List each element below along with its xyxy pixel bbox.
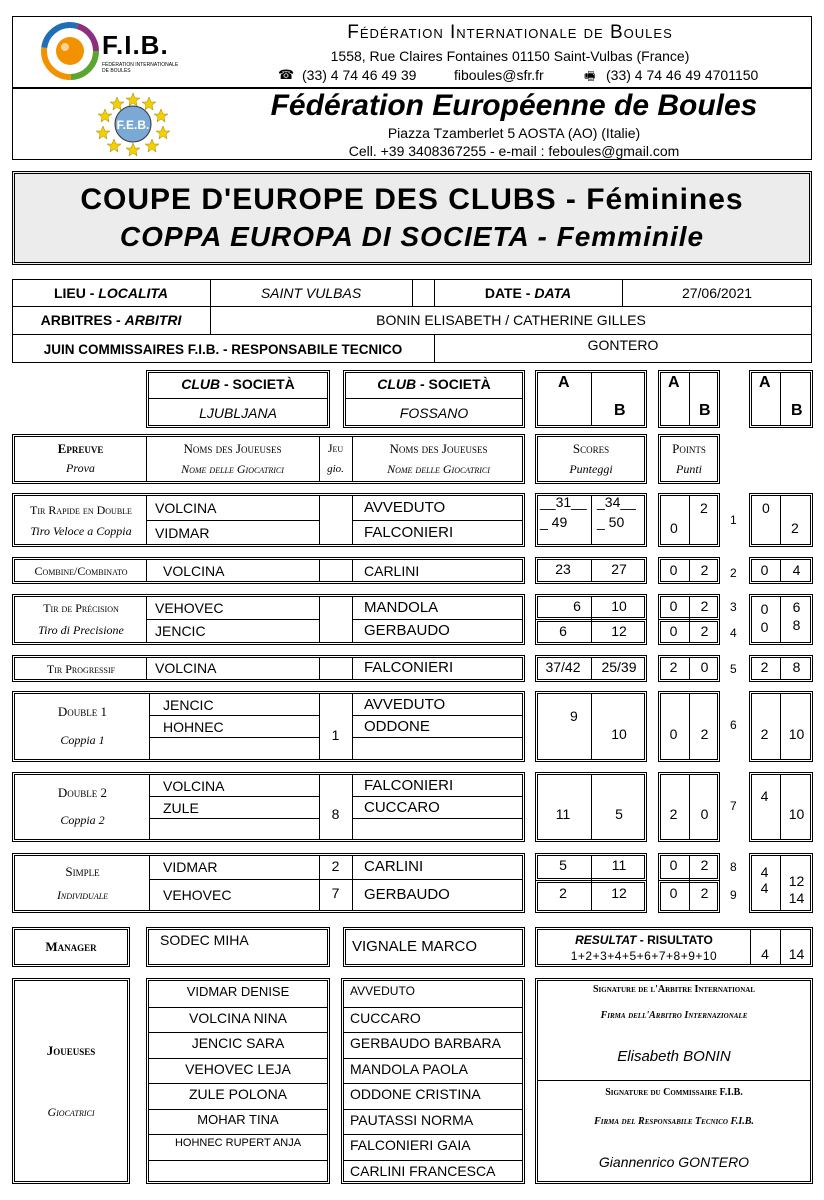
- tir-progressif-b: FALCONIERI: [364, 659, 454, 676]
- double1-score-b: 10: [611, 726, 627, 742]
- combine-pts-a: 0: [669, 562, 678, 578]
- manager-label: Manager: [45, 939, 97, 954]
- event-double-1: [12, 691, 525, 762]
- club-a-name: LJUBLJANA: [199, 405, 277, 421]
- phone-icon: ☎: [278, 67, 295, 82]
- double1-b2: ODDONE: [364, 718, 430, 735]
- player-b-7: FALCONIERI GAIA: [350, 1137, 471, 1153]
- double1-a1: JENCIC: [163, 697, 214, 713]
- combine-pts-b: 2: [700, 562, 709, 578]
- simple-s1-a: 5: [559, 857, 567, 873]
- tir-precision-p1-b: 2: [700, 598, 709, 614]
- double2-b1: FALCONIERI: [364, 777, 454, 794]
- tir-progressif-cum-a: 2: [760, 659, 769, 675]
- player-b-6: PAUTASSI NORMA: [350, 1111, 474, 1128]
- tir-precision-cum-a1: 0: [760, 601, 769, 617]
- manager-b: VIGNALE MARCO: [352, 938, 478, 955]
- club-a-label: CLUB - SOCIETÀ: [181, 376, 295, 392]
- header-points: Points: [672, 441, 706, 456]
- date-value: 27/06/2021: [681, 285, 753, 301]
- tir-progressif-num: 5: [730, 662, 737, 676]
- header-gio: gio.: [327, 463, 344, 475]
- fib-logo-text: F.I.B.: [102, 30, 169, 60]
- jury-value: GONTERO: [587, 337, 659, 353]
- tir-precision-s2-a: 6: [559, 623, 567, 639]
- simple-s2-b: 12: [611, 885, 627, 901]
- player-b-1: AVVEDUTO: [350, 984, 415, 998]
- cumul-a-letter: A: [759, 374, 771, 391]
- tir-precision-name-fr: Tir de Précision: [43, 601, 119, 615]
- tir-precision-b1: MANDOLA: [364, 599, 439, 616]
- sig-commissaire-name: Giannenrico GONTERO: [598, 1154, 750, 1170]
- result-b: 14: [788, 946, 805, 962]
- tir-precision-a2: JENCIC: [155, 623, 206, 639]
- jury-label: JUIN COMMISSAIRES F.I.B. - RESPONSABILE TECNICO: [43, 342, 403, 357]
- simple-cum-b1: 12: [788, 873, 805, 889]
- simple-a2: VEHOVEC: [163, 887, 232, 903]
- combine-num: 2: [730, 566, 737, 580]
- result-formula: 1+2+3+4+5+6+7+8+9+10: [570, 949, 718, 963]
- simple-num1: 8: [730, 860, 737, 874]
- arbitres-value: BONIN ELISABETH / CATHERINE GILLES: [376, 312, 646, 328]
- tir-progressif-pts-a: 2: [669, 659, 678, 675]
- combine-name: Combine/Combinato: [34, 564, 128, 578]
- tir-precision-a1: VEHOVEC: [155, 600, 224, 616]
- fib-logo-icon: [40, 20, 100, 82]
- header-punteggi: Punteggi: [569, 462, 613, 476]
- scores-a-letter: A: [558, 374, 570, 391]
- double2-score-a: 11: [555, 806, 571, 822]
- simple-cum-b2: 14: [788, 890, 805, 906]
- tir-rapide-pts-b: 2: [700, 500, 708, 516]
- tir-rapide-b2: FALCONIERI: [364, 524, 454, 541]
- simple-cum-a1: 4: [760, 864, 769, 880]
- player-a-7: HOHNEC RUPERT ANJA: [174, 1137, 302, 1149]
- double1-name-it: Coppia 1: [60, 733, 105, 747]
- double1-score-a: 9: [570, 708, 578, 724]
- tir-precision-cum-b1: 6: [792, 599, 801, 615]
- tir-precision-p2-a: 0: [669, 623, 678, 639]
- sig-arbitre-it: Firma dell'Arbitro Internazionale: [600, 1010, 748, 1021]
- header-epreuve: Epreuve: [57, 441, 104, 456]
- double2-pts-a: 2: [669, 806, 678, 822]
- double1-b1: AVVEDUTO: [364, 696, 446, 713]
- double2-name-fr: Double 2: [57, 785, 108, 800]
- feb-name: Fédération Européenne de Boules: [270, 89, 758, 122]
- player-a-4: VEHOVEC LEJA: [185, 1060, 291, 1077]
- header-noms-a: Noms des Joueuses: [183, 441, 282, 456]
- tir-precision-p2-b: 2: [700, 623, 709, 639]
- simple-p1-b: 2: [700, 857, 709, 873]
- combine-a: VOLCINA: [163, 563, 225, 579]
- double1-pts-a: 0: [669, 726, 678, 742]
- header-nome-a: Nome delle Giocatrici: [181, 462, 284, 476]
- fib-email: fiboules@sfr.fr: [454, 67, 544, 83]
- feb-contact: Cell. +39 3408367255 - e-mail : feboules@gmail.com: [348, 143, 680, 159]
- tir-rapide-b1: AVVEDUTO: [364, 499, 446, 516]
- date-label: DATE - DATA: [484, 285, 572, 301]
- double1-jeu: 1: [331, 727, 340, 743]
- tir-precision-name-it: Tiro di Precisione: [38, 623, 124, 637]
- result-label: RESULTAT - RISULTATO: [575, 933, 713, 947]
- simple-s1-b: 11: [611, 857, 627, 873]
- tir-precision-num2: 4: [730, 626, 737, 640]
- fax-icon: 🖷: [584, 69, 596, 83]
- double1-a2: HOHNEC: [163, 719, 224, 735]
- fib-logo: [40, 20, 190, 84]
- simple-p2-b: 2: [700, 885, 709, 901]
- double2-pts-b: 0: [700, 806, 709, 822]
- title-it: COPPA EUROPA DI SOCIETA - Femminile: [119, 221, 705, 252]
- simple-p1-a: 0: [669, 857, 678, 873]
- player-b-8: CARLINI FRANCESCA: [350, 1162, 496, 1179]
- feb-address: Piazza Tzamberlet 5 AOSTA (AO) (Italie): [387, 125, 641, 141]
- tir-precision-p1-a: 0: [669, 598, 678, 614]
- combine-b: CARLINI: [364, 563, 420, 579]
- tir-rapide-score-a-bot: _ 49: [540, 514, 568, 530]
- double1-name-fr: Double 1: [57, 704, 108, 719]
- tir-precision-cum-a2: 0: [760, 619, 769, 635]
- tir-rapide-score-b-top: _34__: [597, 494, 636, 510]
- tir-rapide-cumul: [749, 493, 813, 547]
- tir-precision-s2-b: 12: [611, 623, 627, 639]
- fib-name: Fédération Internationale de Boules: [347, 22, 673, 43]
- combine-score-a: 23: [555, 561, 571, 577]
- lieu-value: SAINT VULBAS: [260, 285, 362, 301]
- simple-name-it: Individuale: [56, 888, 109, 902]
- svg-text:F.E.B.: F.E.B.: [116, 118, 150, 132]
- tir-rapide-score-a-top: __31__: [540, 494, 587, 510]
- tir-rapide-name-fr: Tir Rapide en Double: [30, 503, 132, 517]
- sig-arbitre-name: Elisabeth BONIN: [617, 1048, 731, 1065]
- player-a-3: JENCIC SARA: [191, 1035, 285, 1051]
- header-prova: Prova: [66, 461, 95, 475]
- combine-cum-b: 4: [792, 562, 801, 578]
- player-b-3: GERBAUDO BARBARA: [350, 1035, 501, 1051]
- arbitres-label: ARBITRES - ARBITRI: [40, 312, 182, 328]
- simple-b1: CARLINI: [364, 858, 424, 875]
- simple-p2-a: 0: [669, 885, 678, 901]
- tir-precision-cum-b2: 8: [792, 617, 801, 633]
- double2-jeu: 8: [331, 806, 340, 822]
- sig-commissaire-it: Firma del Responsabile Tecnico F.I.B.: [594, 1116, 754, 1127]
- tir-progressif-cum-b: 8: [792, 659, 801, 675]
- sig-arbitre-fr: Signature de l'Arbitre International: [592, 984, 756, 995]
- header-scores: Scores: [572, 441, 610, 456]
- player-a-5: ZULE POLONA: [188, 1086, 288, 1102]
- players-label-box: [12, 978, 130, 1184]
- tir-rapide-cum-a: 0: [762, 500, 770, 516]
- fib-logo-subtext: FÉDÉRATION INTERNATIONALE DE BOULES: [102, 62, 179, 74]
- title-fr: COUPE D'EUROPE DES CLUBS - Féminines: [80, 183, 744, 216]
- tir-progressif-name: Tir Progressif: [46, 662, 116, 676]
- tir-rapide-cum-b: 2: [791, 520, 799, 536]
- header-jeu: Jeu: [327, 441, 344, 455]
- tir-progressif-score-b: 25/39: [601, 659, 637, 675]
- double1-cum-a: 2: [760, 726, 769, 742]
- header-punti: Punti: [676, 462, 702, 476]
- result-a: 4: [761, 946, 769, 962]
- tir-progressif-a: VOLCINA: [155, 660, 217, 676]
- feb-logo-icon: [96, 91, 170, 157]
- double2-cum-a: 4: [760, 788, 769, 804]
- tir-rapide-a2: VIDMAR: [155, 525, 210, 541]
- points-b-letter: B: [699, 402, 711, 419]
- header-nome-b: Nome delle Giocatrici: [387, 462, 490, 476]
- double2-b2: CUCCARO: [364, 799, 440, 816]
- scores-b-letter: B: [614, 402, 626, 419]
- simple-b2: GERBAUDO: [364, 886, 450, 903]
- tir-precision-b2: GERBAUDO: [364, 622, 450, 639]
- tir-precision-s1-b: 10: [611, 598, 627, 614]
- tir-precision-num1: 3: [730, 600, 737, 614]
- club-b-label: CLUB - SOCIETÀ: [377, 376, 491, 392]
- sig-commissaire-fr: Signature du Commissaire F.I.B.: [605, 1087, 743, 1098]
- double1-num: 6: [730, 718, 737, 732]
- simple-s2-a: 2: [559, 885, 567, 901]
- double2-name-it: Coppia 2: [60, 813, 105, 827]
- players-label-fr: Joueuses: [46, 1043, 96, 1058]
- title-banner: [12, 171, 812, 265]
- simple-j1: 2: [331, 858, 340, 874]
- double2-cum-b: 10: [788, 806, 805, 822]
- combine-cum-a: 0: [760, 562, 769, 578]
- cumul-b-letter: B: [791, 402, 803, 419]
- tir-precision-s1-a: 6: [573, 598, 581, 614]
- tir-rapide-num: 1: [730, 513, 737, 527]
- tir-rapide-a1: VOLCINA: [155, 500, 217, 516]
- tir-progressif-pts-b: 0: [700, 659, 709, 675]
- club-b-name: FOSSANO: [399, 405, 469, 421]
- tir-rapide-score-b-bot: _ 50: [597, 514, 625, 530]
- tir-progressif-score-a: 37/42: [545, 659, 581, 675]
- players-label-it: Giocatrici: [47, 1105, 95, 1119]
- fib-address: 1558, Rue Claires Fontaines 01150 Saint-Vulbas (France): [330, 48, 690, 64]
- feb-logo: [96, 91, 170, 157]
- double2-a1: VOLCINA: [163, 778, 225, 794]
- double2-num: 7: [730, 799, 737, 813]
- player-b-5: ODDONE CRISTINA: [350, 1086, 481, 1102]
- player-a-6: MOHAR TINA: [197, 1111, 279, 1127]
- simple-name-fr: Simple: [65, 864, 100, 879]
- tir-rapide-pts-a: 0: [670, 520, 678, 536]
- player-a-1: VIDMAR DENISE: [186, 984, 290, 999]
- double1-cum-b: 10: [788, 726, 805, 742]
- simple-cum-a2: 4: [760, 880, 769, 896]
- manager-a: SODEC MIHA: [160, 932, 249, 948]
- player-b-2: CUCCARO: [350, 1009, 421, 1026]
- player-a-2: VOLCINA NINA: [188, 1009, 288, 1026]
- header-noms-b: Noms des Joueuses: [389, 441, 488, 456]
- double2-score-b: 5: [615, 806, 623, 822]
- points-a-letter: A: [668, 374, 680, 391]
- manager-label-box: [12, 927, 130, 967]
- double1-pts-b: 2: [700, 726, 709, 742]
- fib-fax: (33) 4 74 46 49 4701150: [606, 67, 759, 83]
- fib-phone: (33) 4 74 46 49 39: [302, 67, 417, 83]
- double2-a2: ZULE: [163, 800, 199, 816]
- simple-num2: 9: [730, 888, 737, 902]
- event-simple: [12, 853, 525, 913]
- player-b-4: MANDOLA PAOLA: [350, 1060, 469, 1077]
- tir-rapide-name-it: Tiro Veloce a Coppia: [30, 524, 132, 538]
- simple-a1: VIDMAR: [163, 859, 218, 875]
- lieu-label: LIEU - LOCALITA: [53, 285, 169, 301]
- combine-score-b: 27: [611, 561, 627, 577]
- simple-j2: 7: [331, 885, 340, 901]
